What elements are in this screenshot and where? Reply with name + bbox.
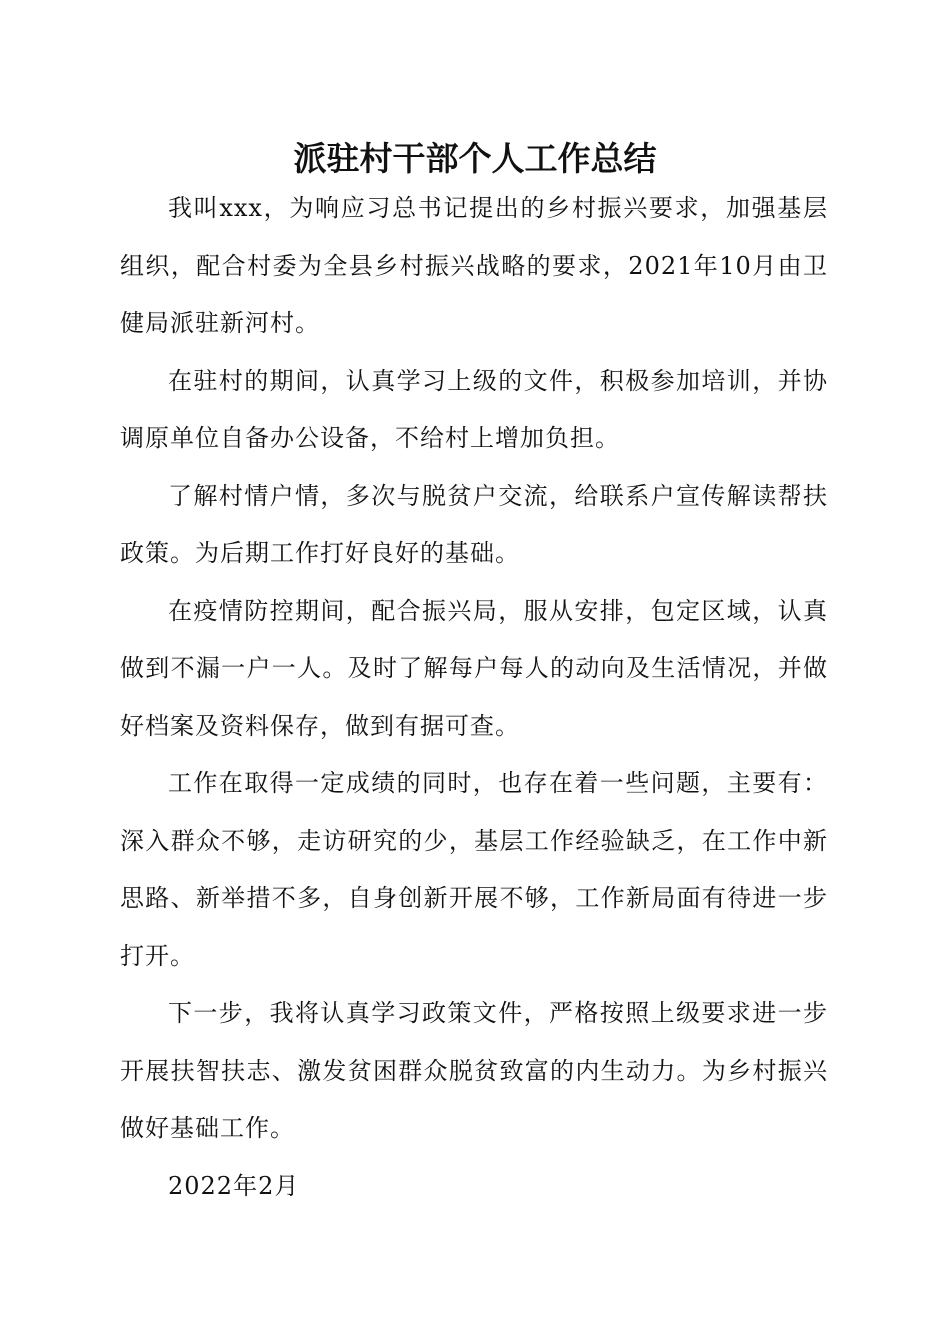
paragraph-intro: 我叫xxx，为响应习总书记提出的乡村振兴要求，加强基层组织，配合村委为全县乡村振兴战略的要求，2021年10月由卫健局派驻新河村。 xyxy=(120,194,828,337)
paragraph-epidemic-control: 在疫情防控期间，配合振兴局，服从安排，包定区域，认真做到不漏一户一人。及时了解每户每人的动向及生活情况，并做好档案及资料保存，做到有据可查。 xyxy=(120,596,828,740)
paragraph-village-visits: 了解村情户情，多次与脱贫户交流，给联系户宣传解读帮扶政策。为后期工作打好良好的基础。 xyxy=(120,481,828,567)
document-title: 派驻村干部个人工作总结 xyxy=(293,139,657,178)
paragraph-problems: 工作在取得一定成绩的同时，也存在着一些问题，主要有：深入群众不够，走访研究的少，基层工作经验缺乏，在工作中新思路、新举措不多，自身创新开展不够，工作新局面有待进一步打开。 xyxy=(120,769,828,970)
paragraph-study: 在驻村的期间，认真学习上级的文件，积极参加培训，并协调原单位自备办公设备，不给村上增加负担。 xyxy=(120,366,828,452)
paragraph-next-steps: 下一步，我将认真学习政策文件，严格按照上级要求进一步开展扶智扶志、激发贫困群众脱贫致富的内生动力。为乡村振兴做好基础工作。 xyxy=(120,999,828,1142)
document-date: 2022年2月 xyxy=(168,1171,300,1200)
document-body xyxy=(120,180,828,1215)
